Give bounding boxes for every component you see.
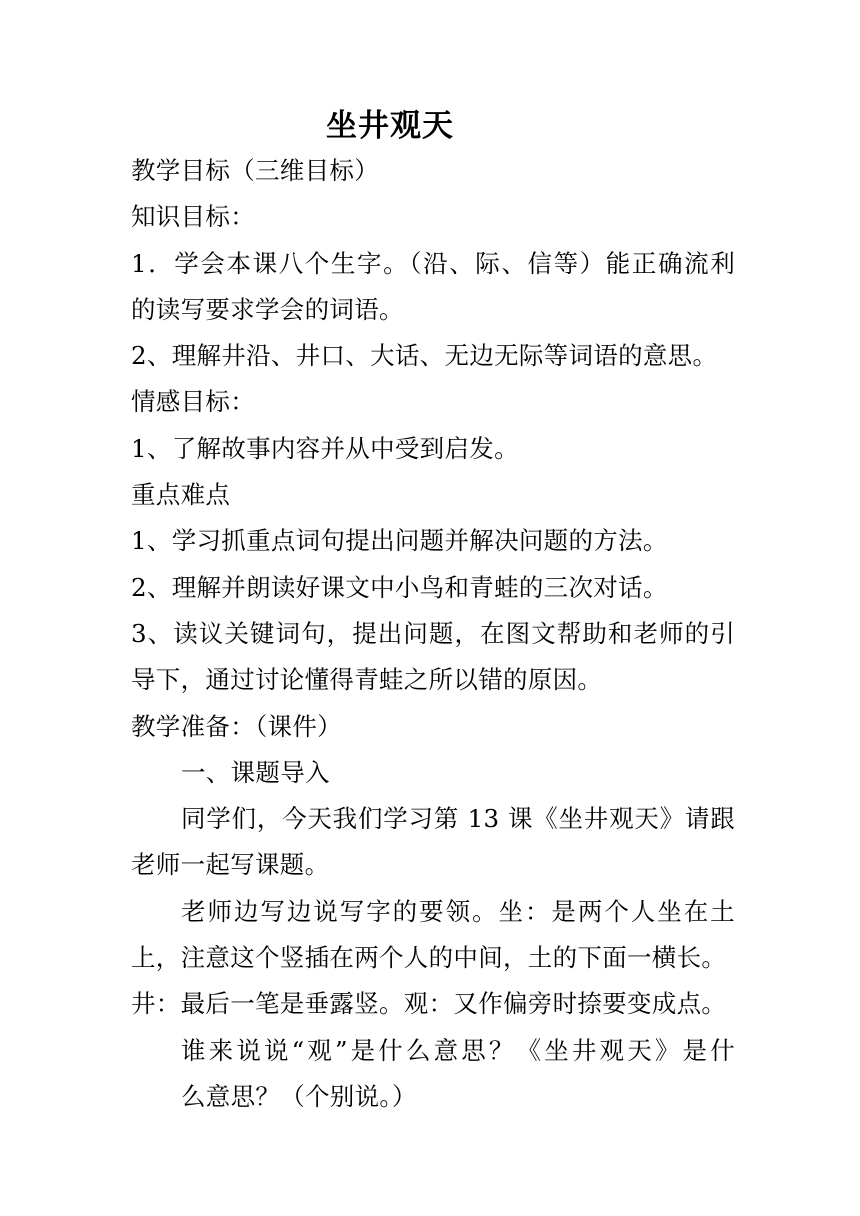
paragraph-line: 1．学会本课八个生字。（沿、际、信等）能正确流利 xyxy=(131,248,735,278)
paragraph-line: 么意思？（个别说。） xyxy=(181,1081,417,1111)
paragraph-line: 谁来说说“观”是什么意思？《坐井观天》是什 xyxy=(181,1035,735,1065)
paragraph-line: 2、理解井沿、井口、大话、无边无际等词语的意思。 xyxy=(131,341,718,371)
subheading-knowledge-goals: 知识目标： xyxy=(131,202,255,232)
paragraph-line: 3、读议关键词句，提出问题，在图文帮助和老师的引 xyxy=(131,618,735,648)
paragraph-line: 同学们，今天我们学习第 13 课《坐井观天》请跟 xyxy=(181,804,735,834)
paragraph-line: 老师一起写课题。 xyxy=(131,850,330,880)
document-title: 坐井观天 xyxy=(326,108,454,144)
document-body xyxy=(131,148,735,1120)
section-heading-key-points: 重点难点 xyxy=(131,480,231,510)
paragraph-line: 2、理解并朗读好课文中小鸟和青蛙的三次对话。 xyxy=(131,572,668,602)
paragraph-line: 老师边写边说写字的要领。坐：是两个人坐在土 xyxy=(181,896,735,926)
paragraph-line: 井：最后一笔是垂露竖。观：又作偏旁时捺要变成点。 xyxy=(131,989,727,1019)
paragraph-line: 的读写要求学会的词语。 xyxy=(131,294,404,324)
subheading-introduction: 一、课题导入 xyxy=(181,757,330,787)
section-heading-objectives: 教学目标（三维目标） xyxy=(131,156,379,185)
paragraph-line: 1、了解故事内容并从中受到启发。 xyxy=(131,433,519,463)
paragraph-line: 上，注意这个竖插在两个人的中间，土的下面一横长。 xyxy=(131,943,727,973)
subheading-emotional-goals: 情感目标： xyxy=(131,387,255,417)
section-heading-preparation: 教学准备：（课件） xyxy=(131,711,342,741)
paragraph-line: 1、学习抓重点词句提出问题并解决问题的方法。 xyxy=(131,526,668,556)
paragraph-line: 导下，通过讨论懂得青蛙之所以错的原因。 xyxy=(131,665,603,695)
